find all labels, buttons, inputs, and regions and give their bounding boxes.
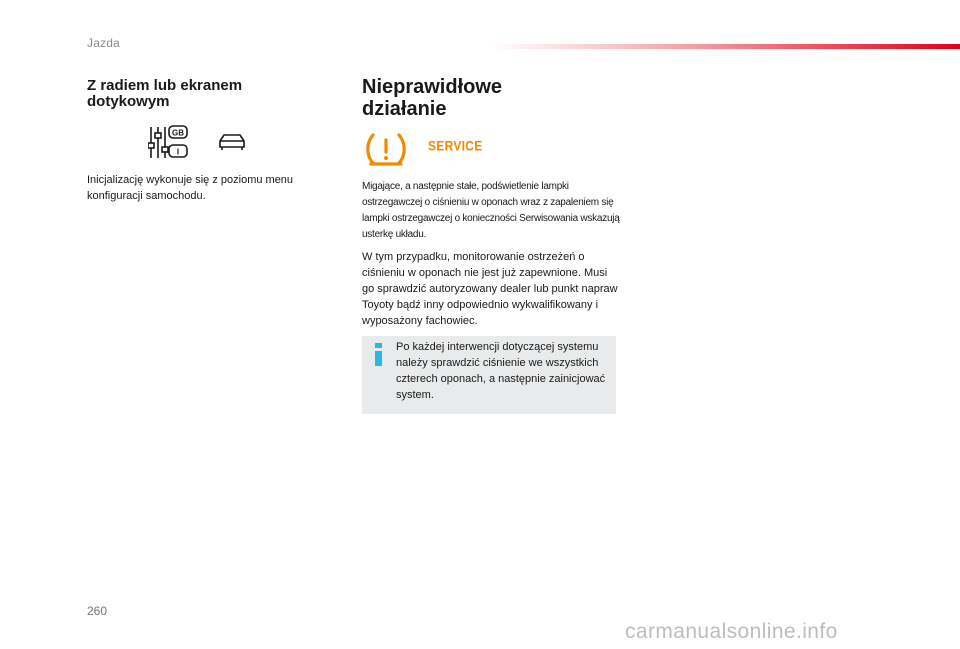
section-title: Jazda	[87, 36, 121, 50]
info-icon	[372, 342, 386, 375]
info-text: Po każdej interwencji dotyczącej systemu należy sprawdzić ciśnienie we wszystkich czterech oponach, a następnie zainicjować system.	[396, 341, 606, 401]
tire-pressure-warning-icon	[364, 130, 408, 168]
left-icons	[148, 125, 248, 166]
right-paragraph-2: W tym przypadku, monitorowanie ostrzeżeń o ciśnieniu w oponach nie jest już zapewnione. Musi go sprawdzić autoryzowany dealer lub punkt napraw Toyoty bądź inny odpowiednio wykwalifikowany i wyposażony fachowiec.	[362, 251, 618, 327]
settings-sliders-language-icon	[148, 125, 248, 161]
page-number: 260	[87, 604, 108, 618]
car-outline-icon	[220, 135, 244, 150]
language-badge-gb: GB	[172, 128, 184, 138]
warning-icons	[364, 130, 408, 173]
header-accent-bar	[490, 44, 960, 49]
left-paragraph: Inicjalizację wykonuje się z poziomu menu konfiguracji samochodu.	[87, 174, 294, 202]
info-box	[362, 336, 616, 414]
service-warning-label: SERVICE	[428, 138, 483, 155]
watermark: carmanualsonline.info	[625, 620, 838, 643]
language-badge-i: I	[176, 147, 180, 157]
left-heading: Z radiem lub ekranem dotykowym	[87, 77, 243, 110]
right-heading: Nieprawidłowe działanie	[362, 76, 503, 120]
right-paragraph-1: Migające, a następnie stałe, podświetlenie lampki ostrzegawczej o ciśnieniu w oponach wraz z zapaleniem się lampki ostrzegawczej o konieczności Serwisowania wskazują usterkę układu.	[362, 181, 620, 240]
